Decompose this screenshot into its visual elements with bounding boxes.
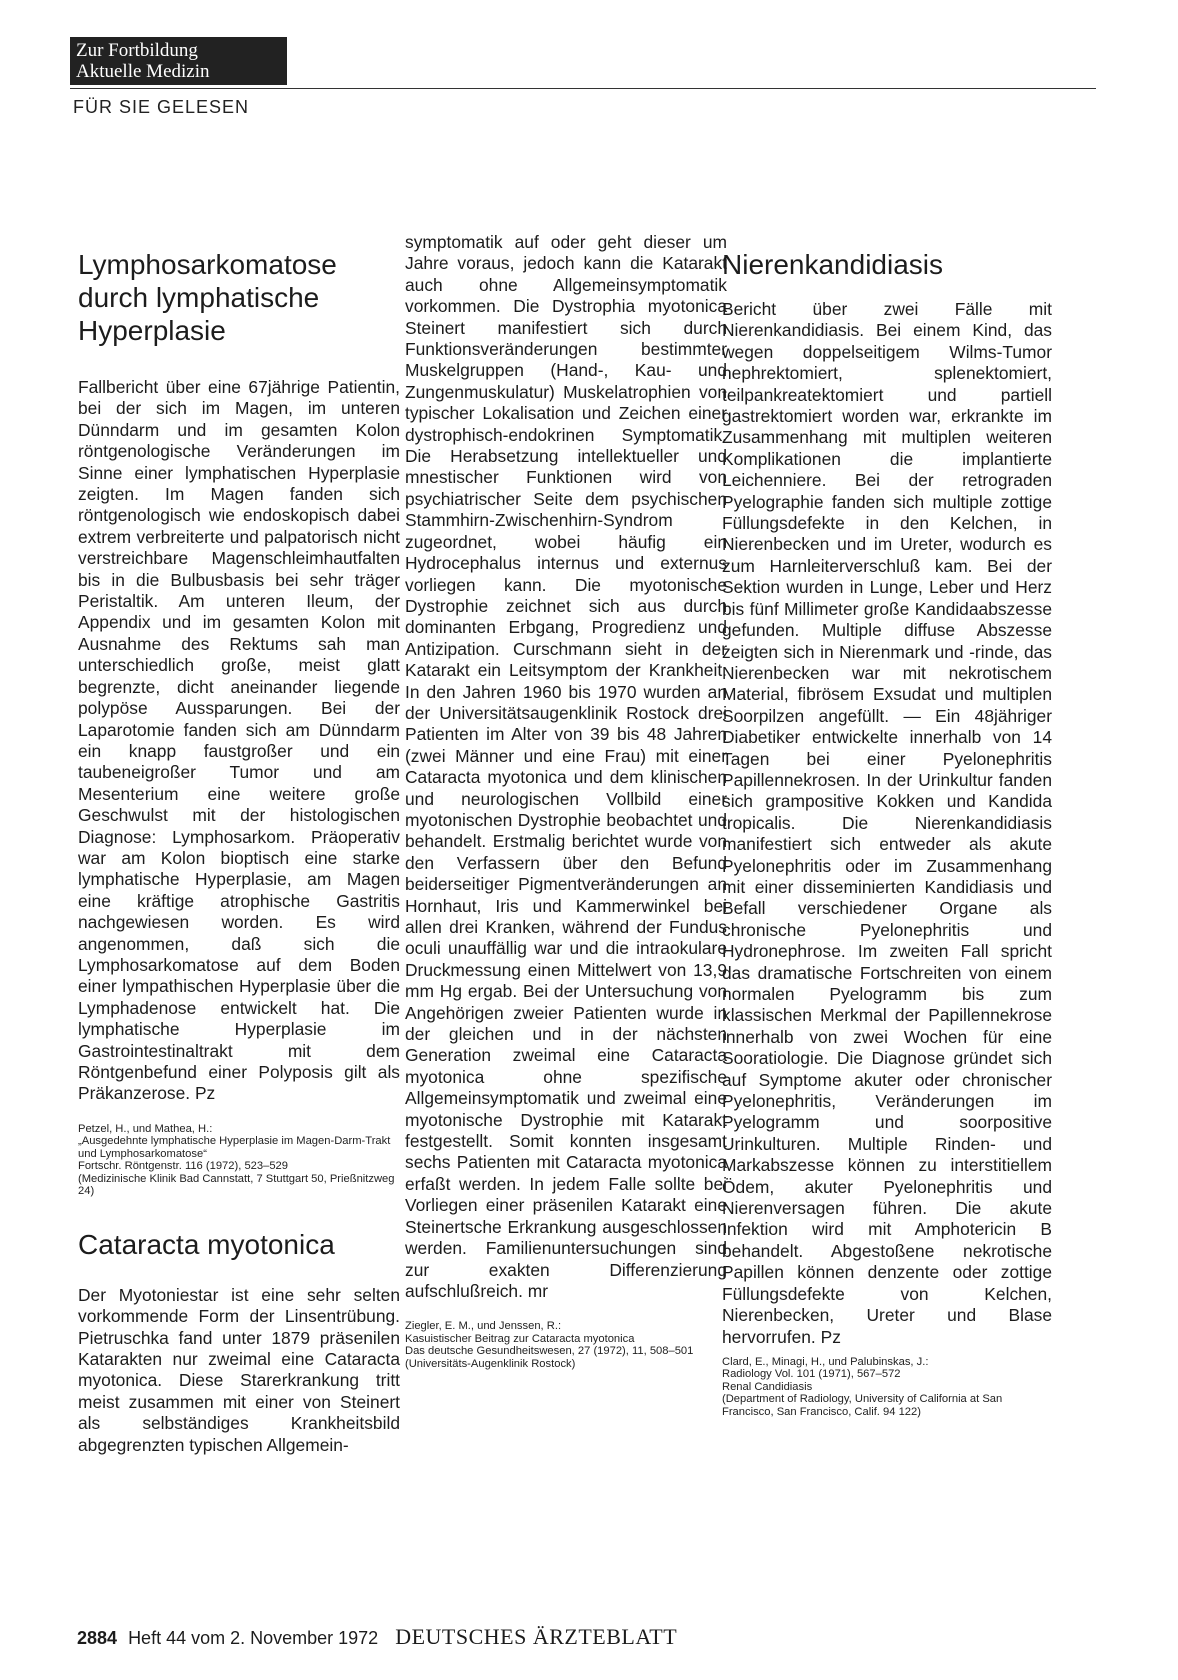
title-line: durch lymphatische (78, 282, 320, 313)
header-rule (70, 88, 1096, 89)
reference-nierenkandidiasis (722, 1356, 1052, 1419)
reference-authors: Petzel, H., und Mathea, H.: (78, 1122, 213, 1135)
article-body-nierenkandidiasis: Bericht über zwei Fälle mit Nierenkandidiasis. Bei einem Kind, das wegen doppelseitigem Wilms-Tumor nephrektomiert, splenektomiert, teilpankreatektomiert und partiell gastrektomiert worden war, erkrankte im Zusammenhang mit multiplen weiteren Komplikationen die implantierte Leichenniere. Bei der retrograden Pyelographie fanden sich multiple zottige Füllungsdefekte in den Kelchen, in Nierenbecken und im Ureter, wodurch es zum Harnleiterverschluß kam. Bei der Sektion wurden in Lunge, Leber und Herz bis fünf Millimeter große Kandidaabszesse gefunden. Multiple diffuse Abszesse zeigten sich in Nierenmark und -rinde, das Nierenbecken war mit nekrotischem Material, fibrösem Exsudat und multiplen Soorpilzen angefüllt. — Ein 48jähriger Diabetiker entwickelte innerhalb von 14 Tagen bei einer Pyelonephritis Papillennekrosen. In der Urinkultur fanden sich grampositive Kokken und Kandida tropicalis. Die Nierenkandidiasis manifestiert sich entweder als akute Pyelonephritis oder im Zusammenhang mit einer disseminierten Kandidiasis und Befall verschiedener Organe als chronische Pyelonephritis und Hydronephrose. Im zweiten Fall spricht das dramatische Fortschreiten von einem normalen Pyelogramm bis zum klassischen Merkmal der Papillennekrose innerhalb von zwei Wochen für eine Sooratiologie. Die Diagnose gründet sich auf Symptome akuter oder chronischer Pyelonephritis, Veränderungen im Pyelogramm und soorpositive Urinkulturen. Multiple Rinden- und Markabszesse können zu interstitiellem Ödem, akuter Pyelonephritis und Nierenversagen führen. Die akute Infektion wird mit Amphotericin B behandelt. Abgestoßene nekrotische Papillen können denzente oder zottige Füllungsdefekte von Kelchen, Nierenbecken, Ureter und Blase hervorrufen. Pz (722, 299, 1052, 1347)
reference-authors: Ziegler, E. M., und Jenssen, R.: (405, 1320, 562, 1333)
page-number: 2884 (77, 1628, 118, 1648)
reference-lymphosarkomatose (78, 1123, 400, 1198)
section-kicker: FÜR SIE GELESEN (73, 97, 250, 117)
article-body-cataracta-part2: symptomatik auf oder geht dieser um Jahre voraus, jedoch kann die Katarakt auch ohne Allgemeinsymptomatik vorkommen. Die Dystrophia myotonica Steinert manifestiert sich durch Funktionsveränderungen bestimmter Muskelgruppen (Hand-, Kau- und Zungenmuskulatur) Muskelatrophien von typischer Lokalisation und Zeichen einer dystrophisch-endokrinen Symptomatik. Die Herabsetzung intellektueller und mnestischer Funktionen wird von psychiatrischer Seite dem psychischen Stammhirn-Zwischenhirn-Syndrom zugeordnet, wobei häufig ein Hydrocephalus internus und externus vorliegen kann. Die myotonische Dystrophie zeichnet sich aus durch dominanten Erbgang, Progredienz und Antizipation. Curschmann sieht in der Katarakt ein Leitsymptom der Krankheit. In den Jahren 1960 bis 1970 wurden an der Universitätsaugenklinik Rostock drei Patienten im Alter von 39 bis 48 Jahren (zwei Männer und eine Frau) mit einer Cataracta myotonica und dem klinischen und neurologischen Vollbild einer myotonischen Dystrophie beobachtet und behandelt. Erstmalig berichtet wurde von den Verfassern über den Befund beiderseitiger Pigmentveränderungen an Hornhaut, Iris und Kammerwinkel bei allen drei Kranken, während der Fundus oculi unauffällig war und die intraokulare Druckmessung einen Mittelwert von 13,9 mm Hg ergab. Bei der Untersuchung von Angehörigen zweier Patienten wurde in der gleichen und in der nächsten Generation zweimal eine Cataracta myotonica ohne spezifische Allgemeinsymptomatik und zweimal eine myotonische Dystrophie mit Katarakt festgestellt. Somit konnten insgesamt sechs Patienten mit Cataracta myotonica erfaßt werden. In jedem Falle sollte bei Vorliegen einer präsenilen Katarakt eine Steinertsche Erkrankung ausgeschlossen werden. Familienuntersuchungen sind zur exakten Differenzierung aufschlußreich. mr (405, 232, 727, 1301)
column-3 (722, 248, 1052, 1418)
article-body-cataracta-part1: Der Myotoniestar ist eine sehr selten vorkommende Form der Linsentrübung. Pietruschka fand unter 1879 präsenilen Katarakten nur zweimal eine Cataracta myotonica. Diese Starerkrankung tritt meist zusammen mit einer von Steinert als selbständiges Krankheitsbild abgegrenzten typischen Allgemein- (78, 1284, 400, 1455)
reference-title: Renal Candidiasis (722, 1380, 813, 1393)
reference-address: (Universitäts-Augenklinik Rostock) (405, 1357, 576, 1370)
page-footer (77, 1624, 677, 1650)
article-title-nierenkandidiasis: Nierenkandidiasis (722, 249, 944, 280)
reference-source: Das deutsche Gesundheitswesen, 27 (1972), 11, 508–501 (405, 1345, 694, 1358)
badge-line-1: Zur Fortbildung (76, 40, 198, 61)
section-badge (70, 37, 287, 85)
reference-title: Kasuistischer Beitrag zur Cataracta myotonica (405, 1332, 635, 1345)
reference-title: „Ausgedehnte lymphatische Hyperplasie im Magen-Darm-Trakt und Lymphosarkomatose“ (78, 1135, 391, 1160)
article-title-lymphosarkomatose (78, 248, 400, 347)
title-line: Hyperplasie (78, 315, 226, 346)
title-line: Lymphosarkomatose (78, 249, 337, 280)
column-1 (78, 248, 400, 1456)
reference-authors: Clard, E., Minagi, H., und Palubinskas, J.: (722, 1355, 929, 1368)
reference-source: Radiology Vol. 101 (1971), 567–572 (722, 1368, 901, 1381)
column-2 (405, 232, 727, 1370)
badge-line-2: Aktuelle Medizin (76, 61, 210, 82)
reference-address: (Department of Radiology, University of California at San Francisco, San Francisco, Calif. 94 122) (722, 1393, 1003, 1418)
article-title-cataracta: Cataracta myotonica (78, 1228, 335, 1260)
article-body-lymphosarkomatose: Fallbericht über eine 67jährige Patientin, bei der sich im Magen, im unteren Dünndarm und im gesamten Kolon röntgenologische Veränderungen im Sinne einer lymphatischen Hyperplasie zeigten. Im Magen fanden sich röntgenologisch wie endoskopisch dabei extrem verbreiterte und palpatorisch nicht verstreichbare Magenschleimhautfalten bis in die Bulbusbasis bei sehr träger Peristaltik. Am unteren Ileum, der Appendix und im gesamten Kolon mit Ausnahme des Rektums sah man unterschiedlich große, meist glatt begrenzte, dicht aneinander liegende polypöse Aussparungen. Bei der Laparotomie fanden sich am Dünndarm ein knapp faustgroßer und ein taubeneigroßer Tumor und am Mesenterium eine weitere große Geschwulst mit der histologischen Diagnose: Lymphosarkom. Präoperativ war am Kolon bioptisch eine starke lymphatische Hyperplasie, am Magen eine kräftige atrophische Gastritis nachgewiesen worden. Es wird angenommen, daß sich die Lymphosarkomatose auf dem Boden einer lympathischen Hyperplasie über die Lymphadenose entwickelt hat. Die lymphatische Hyperplasie im Gastrointestinaltrakt mit dem Röntgenbefund einer Polyposis gilt als Präkanzerose. Pz (78, 377, 400, 1104)
journal-name: DEUTSCHES ÄRZTEBLATT (395, 1624, 678, 1649)
reference-source: Fortschr. Röntgenstr. 116 (1972), 523–529 (78, 1160, 288, 1173)
reference-address: (Medizinische Klinik Bad Cannstatt, 7 Stuttgart 50, Prießnitzweg 24) (78, 1172, 395, 1198)
issue-info: Heft 44 vom 2. November 1972 (128, 1628, 379, 1648)
reference-cataracta (405, 1320, 727, 1370)
